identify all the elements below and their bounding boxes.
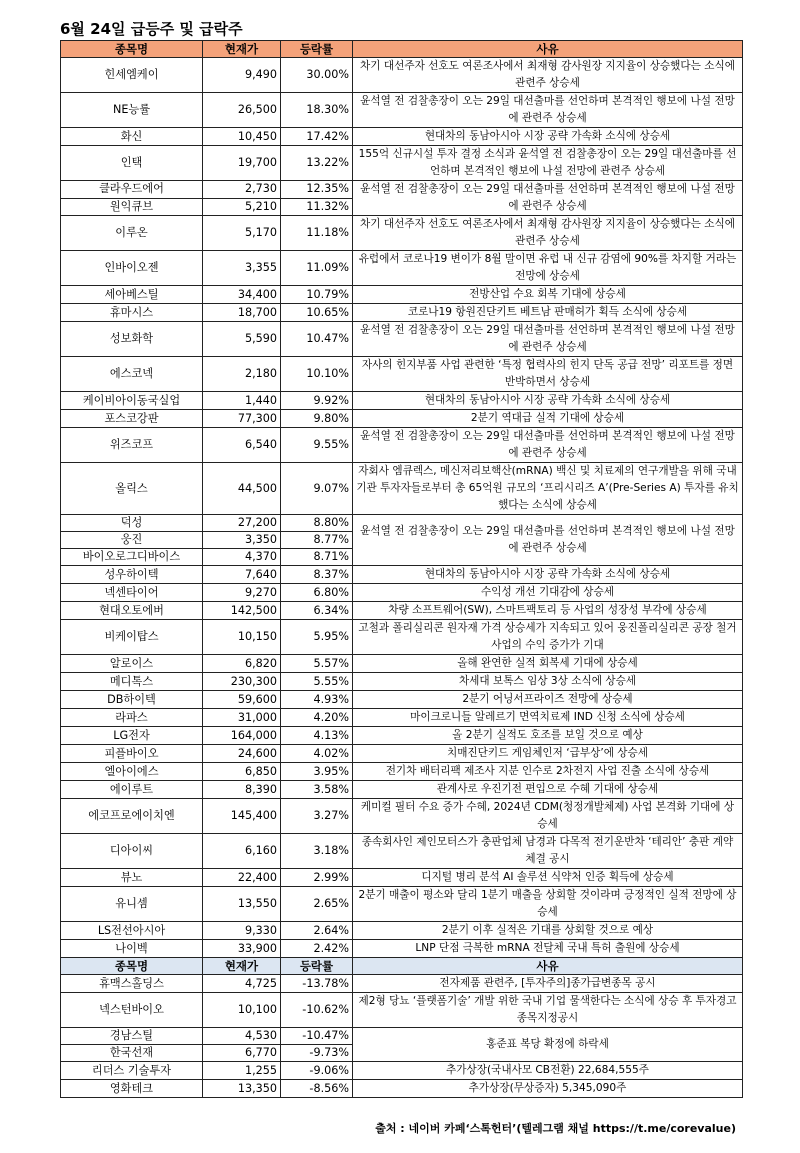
stock-name: 나이벡: [61, 940, 203, 958]
reason-text: 윤석열 전 검찰총장이 오는 29일 대선출마를 선언하며 본격적인 행보에 나설 전망에 관련주 상승세: [353, 322, 743, 357]
reason-text: 추가상장(무상증자) 5,345,090주: [353, 1080, 743, 1098]
table-row: [61, 1028, 743, 1045]
change-rate: 4.20%: [281, 709, 353, 727]
table-row: [61, 781, 743, 799]
stock-name: 비케이탑스: [61, 620, 203, 655]
stock-price: 6,540: [203, 428, 281, 463]
change-rate: 10.65%: [281, 304, 353, 322]
table-row: [61, 887, 743, 922]
reason-text: 윤석열 전 검찰총장이 오는 29일 대선출마를 선언하며 본격적인 행보에 나설 전망에 관련주 상승세: [353, 181, 743, 216]
column-header: 사유: [353, 958, 743, 975]
table-row: [61, 93, 743, 128]
page-title: 6월 24일 급등주 및 급락주: [60, 20, 243, 38]
table-row: [61, 602, 743, 620]
table-row: [61, 709, 743, 727]
stock-name: 인택: [61, 146, 203, 181]
stock-price: 22,400: [203, 869, 281, 887]
stock-price: 2,180: [203, 357, 281, 392]
stock-name: 에스코넥: [61, 357, 203, 392]
change-rate: 4.13%: [281, 727, 353, 745]
change-rate: 30.00%: [281, 58, 353, 93]
stock-price: 9,270: [203, 584, 281, 602]
change-rate: 10.10%: [281, 357, 353, 392]
stock-price: 26,500: [203, 93, 281, 128]
reason-text: 2분기 이후 실적은 기대를 상회할 것으로 예상: [353, 922, 743, 940]
stock-price: 5,590: [203, 322, 281, 357]
change-rate: 3.18%: [281, 834, 353, 869]
change-rate: 3.27%: [281, 799, 353, 834]
stock-price: 142,500: [203, 602, 281, 620]
stock-price: 4,725: [203, 975, 281, 993]
change-rate: 8.37%: [281, 566, 353, 584]
table-row: [61, 799, 743, 834]
reason-text: 마이크로니들 알레르기 면역치료제 IND 신청 소식에 상승세: [353, 709, 743, 727]
reason-text: 차기 대선주자 선호도 여론조사에서 최재형 감사원장 지지율이 상승했다는 소식에 관련주 상승세: [353, 216, 743, 251]
stock-price: 230,300: [203, 673, 281, 691]
table-row: [61, 869, 743, 887]
change-rate: 17.42%: [281, 128, 353, 146]
table-row: [61, 286, 743, 304]
stock-name: 한국선재: [61, 1045, 203, 1062]
table-row: [61, 993, 743, 1028]
stock-name: LS전선아시아: [61, 922, 203, 940]
reason-text: 차기 대선주자 선호도 여론조사에서 최재형 감사원장 지지율이 상승했다는 소식에 관련주 상승세: [353, 58, 743, 93]
stock-name: 알로이스: [61, 655, 203, 673]
stock-price: 9,330: [203, 922, 281, 940]
stock-name: 디아이씨: [61, 834, 203, 869]
stock-price: 7,640: [203, 566, 281, 584]
reason-text: 2분기 어닝서프라이즈 전망에 상승세: [353, 691, 743, 709]
table-row: [61, 975, 743, 993]
table-row: [61, 322, 743, 357]
reason-text: 치매진단키드 게임체인저 ‘급부상’에 상승세: [353, 745, 743, 763]
reason-text: 자회사 엠큐렉스, 메신저리보핵산(mRNA) 백신 및 치료제의 연구개발을 위해 국내 기관 투자자들로부터 총 65억원 규모의 ‘프리시리즈 A’(Pre-Series A) 투자를 유치했다는 소식에 상승세: [353, 463, 743, 515]
reason-text: 윤석열 전 검찰총장이 오는 29일 대선출마를 선언하며 본격적인 행보에 나설 전망에 관련주 상승세: [353, 515, 743, 566]
stock-price: 24,600: [203, 745, 281, 763]
change-rate: 6.80%: [281, 584, 353, 602]
column-header: 등락률: [281, 41, 353, 58]
stock-name: 화신: [61, 128, 203, 146]
stock-price: 1,255: [203, 1062, 281, 1080]
stock-price: 13,550: [203, 887, 281, 922]
stock-name: 라파스: [61, 709, 203, 727]
table-row: [61, 584, 743, 602]
stock-price: 18,700: [203, 304, 281, 322]
stock-price: 31,000: [203, 709, 281, 727]
stock-name: 웅진: [61, 532, 203, 549]
reason-text: 홍준표 복당 확정에 하락세: [353, 1028, 743, 1062]
table-row: [61, 58, 743, 93]
stock-price: 6,850: [203, 763, 281, 781]
table-row: [61, 620, 743, 655]
change-rate: 2.42%: [281, 940, 353, 958]
change-rate: 2.99%: [281, 869, 353, 887]
column-header: 현재가: [203, 41, 281, 58]
table-row: [61, 922, 743, 940]
reason-text: 올해 완연한 실적 회복세 기대에 상승세: [353, 655, 743, 673]
stock-price: 10,450: [203, 128, 281, 146]
stock-price: 34,400: [203, 286, 281, 304]
stock-name: NE능률: [61, 93, 203, 128]
change-rate: 5.55%: [281, 673, 353, 691]
change-rate: 4.93%: [281, 691, 353, 709]
table-row: [61, 1080, 743, 1098]
stock-name: 피플바이오: [61, 745, 203, 763]
stock-price: 4,370: [203, 549, 281, 566]
reason-text: 디지털 병리 분석 AI 솔루션 식약처 인증 획득에 상승세: [353, 869, 743, 887]
reason-text: 차세대 보톡스 임상 3상 소식에 상승세: [353, 673, 743, 691]
stock-price: 3,355: [203, 251, 281, 286]
stock-price: 4,530: [203, 1028, 281, 1045]
reason-text: 현대차의 동남아시아 시장 공략 가속화 소식에 상승세: [353, 392, 743, 410]
header-row-rising: [61, 41, 743, 58]
table-row: [61, 940, 743, 958]
stock-name: 뷰노: [61, 869, 203, 887]
column-header: 사유: [353, 41, 743, 58]
table-row: [61, 745, 743, 763]
stock-name: 이루온: [61, 216, 203, 251]
change-rate: 3.58%: [281, 781, 353, 799]
change-rate: 11.18%: [281, 216, 353, 251]
stock-name: 메디톡스: [61, 673, 203, 691]
stock-price: 19,700: [203, 146, 281, 181]
stock-price: 164,000: [203, 727, 281, 745]
stock-name: LG전자: [61, 727, 203, 745]
stock-name: 에이루트: [61, 781, 203, 799]
table-row: [61, 673, 743, 691]
change-rate: -10.62%: [281, 993, 353, 1028]
change-rate: 6.34%: [281, 602, 353, 620]
stock-price: 6,770: [203, 1045, 281, 1062]
reason-text: 윤석열 전 검찰총장이 오는 29일 대선출마를 선언하며 본격적인 행보에 나설 전망에 관련주 상승세: [353, 93, 743, 128]
stock-name: 성우하이텍: [61, 566, 203, 584]
stock-price: 13,350: [203, 1080, 281, 1098]
reason-text: 코로나19 항원진단키트 베트남 판매허가 획득 소식에 상승세: [353, 304, 743, 322]
change-rate: 13.22%: [281, 146, 353, 181]
table-row: [61, 428, 743, 463]
stock-name: 바이오로그디바이스: [61, 549, 203, 566]
stock-name: 원익큐브: [61, 198, 203, 216]
stock-price: 9,490: [203, 58, 281, 93]
change-rate: 5.95%: [281, 620, 353, 655]
reason-text: 수익성 개선 기대감에 상승세: [353, 584, 743, 602]
reason-text: 자사의 힌지부품 사업 관련한 ‘특정 협력사의 힌지 단독 공급 전망’ 리포트를 정면 반박하면서 상승세: [353, 357, 743, 392]
stock-price: 1,440: [203, 392, 281, 410]
change-rate: 10.47%: [281, 322, 353, 357]
stock-name: 성보화학: [61, 322, 203, 357]
stock-name: 휴마시스: [61, 304, 203, 322]
table-row: [61, 216, 743, 251]
stock-price: 2,730: [203, 181, 281, 199]
stock-name: 세아베스틸: [61, 286, 203, 304]
change-rate: -13.78%: [281, 975, 353, 993]
stock-price: 8,390: [203, 781, 281, 799]
stock-name: 에코프로에이치엔: [61, 799, 203, 834]
stock-name: 엘아이에스: [61, 763, 203, 781]
change-rate: 9.80%: [281, 410, 353, 428]
reason-text: 전방산업 수요 회복 기대에 상승세: [353, 286, 743, 304]
stock-name: 유니셈: [61, 887, 203, 922]
change-rate: 3.95%: [281, 763, 353, 781]
stock-name: 덕성: [61, 515, 203, 532]
table-row: [61, 763, 743, 781]
table-row: [61, 128, 743, 146]
stock-name: 휴맥스홀딩스: [61, 975, 203, 993]
change-rate: 10.79%: [281, 286, 353, 304]
stock-table-body: [61, 41, 743, 1098]
change-rate: -9.73%: [281, 1045, 353, 1062]
stock-price: 5,170: [203, 216, 281, 251]
reason-text: 고철과 폴리실리콘 원자재 가격 상승세가 지속되고 있어 웅진폴리실리콘 공장 철거 사업의 수익 증가가 기대: [353, 620, 743, 655]
table-row: [61, 655, 743, 673]
table-row: [61, 463, 743, 515]
stock-price: 59,600: [203, 691, 281, 709]
stock-price: 6,820: [203, 655, 281, 673]
column-header: 현재가: [203, 958, 281, 975]
change-rate: 11.32%: [281, 198, 353, 216]
reason-text: 차량 소프트웨어(SW), 스마트팩토리 등 사업의 성장성 부각에 상승세: [353, 602, 743, 620]
table-row: [61, 304, 743, 322]
change-rate: -10.47%: [281, 1028, 353, 1045]
table-row: [61, 834, 743, 869]
change-rate: 9.55%: [281, 428, 353, 463]
stock-name: 영화테크: [61, 1080, 203, 1098]
source-note: 출처 : 네이버 카페‘스톡헌터’(텔레그램 채널 https://t.me/corevalue): [375, 1122, 736, 1135]
reason-text: 올 2분기 실적도 호조를 보일 것으로 예상: [353, 727, 743, 745]
change-rate: -9.06%: [281, 1062, 353, 1080]
reason-text: 2분기 매출이 평소와 달리 1분기 매출을 상회할 것이라며 긍정적인 실적 전망에 상승세: [353, 887, 743, 922]
stock-table: [60, 40, 743, 1098]
change-rate: 9.92%: [281, 392, 353, 410]
column-header: 종목명: [61, 958, 203, 975]
change-rate: 8.71%: [281, 549, 353, 566]
change-rate: 12.35%: [281, 181, 353, 199]
change-rate: 4.02%: [281, 745, 353, 763]
column-header: 종목명: [61, 41, 203, 58]
column-header: 등락률: [281, 958, 353, 975]
header-row-falling: [61, 958, 743, 975]
table-row: [61, 410, 743, 428]
stock-price: 77,300: [203, 410, 281, 428]
stock-price: 6,160: [203, 834, 281, 869]
stock-price: 27,200: [203, 515, 281, 532]
table-row: [61, 251, 743, 286]
table-row: [61, 691, 743, 709]
reason-text: 유럽에서 코로나19 변이가 8월 말이면 유럽 내 신규 감염에 90%를 차지할 거라는 전망에 상승세: [353, 251, 743, 286]
change-rate: 8.77%: [281, 532, 353, 549]
table-row: [61, 181, 743, 199]
stock-price: 145,400: [203, 799, 281, 834]
stock-name: 리더스 기술투자: [61, 1062, 203, 1080]
change-rate: 5.57%: [281, 655, 353, 673]
table-row: [61, 357, 743, 392]
stock-name: 힌세엠케이: [61, 58, 203, 93]
change-rate: 11.09%: [281, 251, 353, 286]
stock-name: 경남스틸: [61, 1028, 203, 1045]
change-rate: 18.30%: [281, 93, 353, 128]
reason-text: 제2형 당뇨 ‘플랫폼기술’ 개발 위한 국내 기업 물색한다는 소식에 상승 후 투자경고종목지정공시: [353, 993, 743, 1028]
change-rate: -8.56%: [281, 1080, 353, 1098]
stock-name: 올릭스: [61, 463, 203, 515]
reason-text: 전기차 배터리팩 제조사 지분 인수로 2차전지 사업 진출 소식에 상승세: [353, 763, 743, 781]
stock-price: 33,900: [203, 940, 281, 958]
stock-price: 44,500: [203, 463, 281, 515]
table-row: [61, 727, 743, 745]
stock-name: 포스코강판: [61, 410, 203, 428]
stock-name: 넥센타이어: [61, 584, 203, 602]
change-rate: 2.65%: [281, 887, 353, 922]
stock-name: DB하이텍: [61, 691, 203, 709]
change-rate: 2.64%: [281, 922, 353, 940]
stock-price: 3,350: [203, 532, 281, 549]
table-row: [61, 392, 743, 410]
table-row: [61, 515, 743, 532]
reason-text: 현대차의 동남아시아 시장 공략 가속화 소식에 상승세: [353, 128, 743, 146]
table-row: [61, 146, 743, 181]
reason-text: 2분기 역대급 실적 기대에 상승세: [353, 410, 743, 428]
reason-text: 관계사로 우진기전 편입으로 수혜 기대에 상승세: [353, 781, 743, 799]
stock-name: 위즈코프: [61, 428, 203, 463]
stock-name: 케이비아이동국실업: [61, 392, 203, 410]
reason-text: 케미컬 필터 수요 증가 수혜, 2024년 CDM(청정개발체제) 사업 본격화 기대에 상승세: [353, 799, 743, 834]
reason-text: 155억 신규시설 투자 결정 소식과 윤석열 전 검찰총장이 오는 29일 대선출마를 선언하며 본격적인 행보에 나설 전망에 관련주 상승세: [353, 146, 743, 181]
reason-text: 현대차의 동남아시아 시장 공략 가속화 소식에 상승세: [353, 566, 743, 584]
reason-text: 전자제품 관련주, [투자주의]종가급변종목 공시: [353, 975, 743, 993]
stock-name: 인바이오젠: [61, 251, 203, 286]
stock-name: 현대오토에버: [61, 602, 203, 620]
table-row: [61, 1062, 743, 1080]
stock-price: 10,100: [203, 993, 281, 1028]
stock-price: 5,210: [203, 198, 281, 216]
reason-text: 종속회사인 제인모터스가 충판업체 남경과 다목적 전기운반차 ‘테리안’ 충판 계약 체결 공시: [353, 834, 743, 869]
stock-name: 넥스턴바이오: [61, 993, 203, 1028]
change-rate: 9.07%: [281, 463, 353, 515]
reason-text: 추가상장(국내사모 CB전환) 22,684,555주: [353, 1062, 743, 1080]
reason-text: LNP 단점 극복한 mRNA 전달체 국내 특허 출원에 상승세: [353, 940, 743, 958]
stock-name: 클라우드에어: [61, 181, 203, 199]
reason-text: 윤석열 전 검찰총장이 오는 29일 대선출마를 선언하며 본격적인 행보에 나설 전망에 관련주 상승세: [353, 428, 743, 463]
stock-price: 10,150: [203, 620, 281, 655]
table-row: [61, 566, 743, 584]
change-rate: 8.80%: [281, 515, 353, 532]
